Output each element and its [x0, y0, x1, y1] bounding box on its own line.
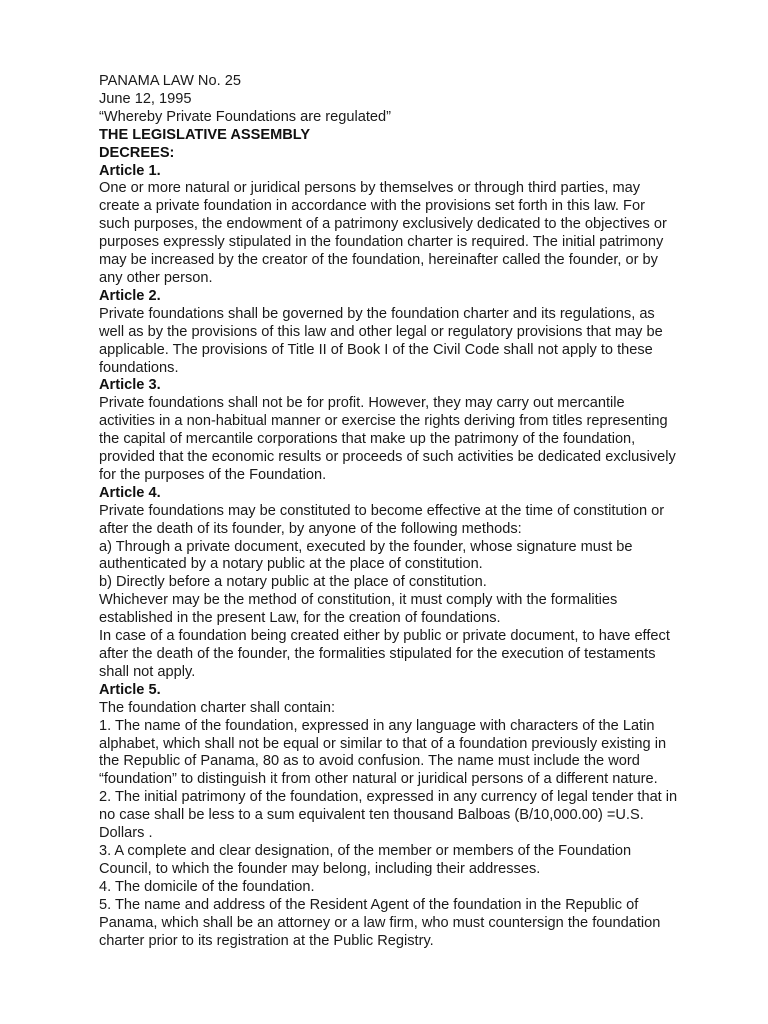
article-text-line: for the purposes of the Foundation. [99, 466, 327, 483]
article-text-line: Private foundations shall be governed by the foundation charter and its regulations, as [99, 305, 655, 322]
article-heading: Article 1. [99, 162, 161, 179]
article-heading: Article 4. [99, 484, 161, 501]
article-text-line: shall not apply. [99, 663, 196, 680]
article-text-line: authenticated by a notary public at the place of constitution. [99, 556, 483, 573]
article-text-line: alphabet, which shall not be equal or similar to that of a foundation previously existing in [99, 735, 667, 752]
article-text-line: 4. The domicile of the foundation. [99, 878, 315, 895]
article-text-line: established in the present Law, for the creation of foundations. [99, 610, 501, 627]
article-text-line: no case shall be less to a sum equivalent ten thousand Balboas (B/10,000.00) =U.S. [99, 807, 644, 824]
article-text-line: Private foundations shall not be for profit. However, they may carry out mercantile [99, 395, 625, 412]
law-title: PANAMA LAW No. 25 [99, 73, 241, 89]
article-text-line: Private foundations may be constituted to become effective at the time of constitution or [99, 502, 665, 519]
law-subtitle: “Whereby Private Foundations are regulated” [99, 108, 392, 125]
article-3 [99, 377, 709, 484]
article-heading: Article 5. [99, 681, 161, 698]
article-text-line: 5. The name and address of the Resident Agent of the foundation in the Republic of [99, 896, 639, 913]
article-text-line: Panama, which shall be an attorney or a law firm, who must countersign the foundation [99, 914, 661, 931]
article-5 [99, 682, 709, 951]
article-text-line: 3. A complete and clear designation, of the member or members of the Foundation [99, 842, 632, 859]
article-text-line: applicable. The provisions of Title II of Book I of the Civil Code shall not apply to these [99, 341, 653, 358]
article-text-line: any other person. [99, 269, 213, 286]
article-text-line: charter prior to its registration at the Public Registry. [99, 932, 434, 949]
article-heading: Article 3. [99, 377, 161, 394]
articles-list [99, 163, 709, 951]
article-text-line: 2. The initial patrimony of the foundation, expressed in any currency of legal tender that in [99, 789, 678, 806]
article-text-line: the capital of mercantile corporations that make up the patrimony of the foundation, [99, 431, 636, 448]
article-text-line: One or more natural or juridical persons by themselves or through third parties, may [99, 180, 641, 197]
article-text-line: Dollars . [99, 825, 153, 842]
article-1 [99, 163, 709, 288]
article-text-line: activities in a non-habitual manner or exercise the rights deriving from titles representing [99, 413, 668, 430]
article-text-line: Council, to which the founder may belong, including their addresses. [99, 860, 541, 877]
article-text-line: 1. The name of the foundation, expressed in any language with characters of the Latin [99, 717, 655, 734]
article-text-line: create a private foundation in accordance with the provisions set forth in this law. For [99, 198, 645, 215]
article-text-line: may be increased by the creator of the foundation, hereinafter called the founder, or by [99, 252, 658, 269]
article-text-line: purposes expressly stipulated in the foundation charter is required. The initial patrimony [99, 234, 664, 251]
law-date: June 12, 1995 [99, 90, 192, 107]
document-body [99, 73, 709, 950]
article-text-line: well as by the provisions of this law and other legal or regulatory provisions that may be [99, 323, 663, 340]
article-text-line: a) Through a private document, executed by the founder, whose signature must be [99, 538, 633, 555]
decrees-heading: DECREES: [99, 144, 175, 161]
article-text-line: foundations. [99, 359, 179, 376]
article-4 [99, 485, 709, 682]
article-text-line: after the death of the founder, the formalities stipulated for the execution of testaments [99, 646, 656, 662]
article-text-line: The foundation charter shall contain: [99, 699, 336, 716]
article-text-line: provided that the economic results or proceeds of such activities be dedicated exclusively [99, 449, 676, 466]
article-text-line: b) Directly before a notary public at the place of constitution. [99, 574, 487, 591]
article-text-line: Whichever may be the method of constitution, it must comply with the formalities [99, 592, 618, 609]
article-heading: Article 2. [99, 287, 161, 304]
article-text-line: “foundation” to distinguish it from other natural or juridical persons of a different nature. [99, 771, 658, 788]
article-text-line: the Republic of Panama, 80 as to avoid confusion. The name must include the word [99, 753, 640, 770]
article-text-line: after the death of its founder, by anyone of the following methods: [99, 520, 522, 537]
assembly-heading: THE LEGISLATIVE ASSEMBLY [99, 126, 311, 143]
article-text-line: such purposes, the endowment of a patrimony exclusively dedicated to the objectives or [99, 216, 667, 233]
article-2 [99, 288, 709, 378]
article-text-line: In case of a foundation being created either by public or private document, to have effect [99, 628, 670, 645]
